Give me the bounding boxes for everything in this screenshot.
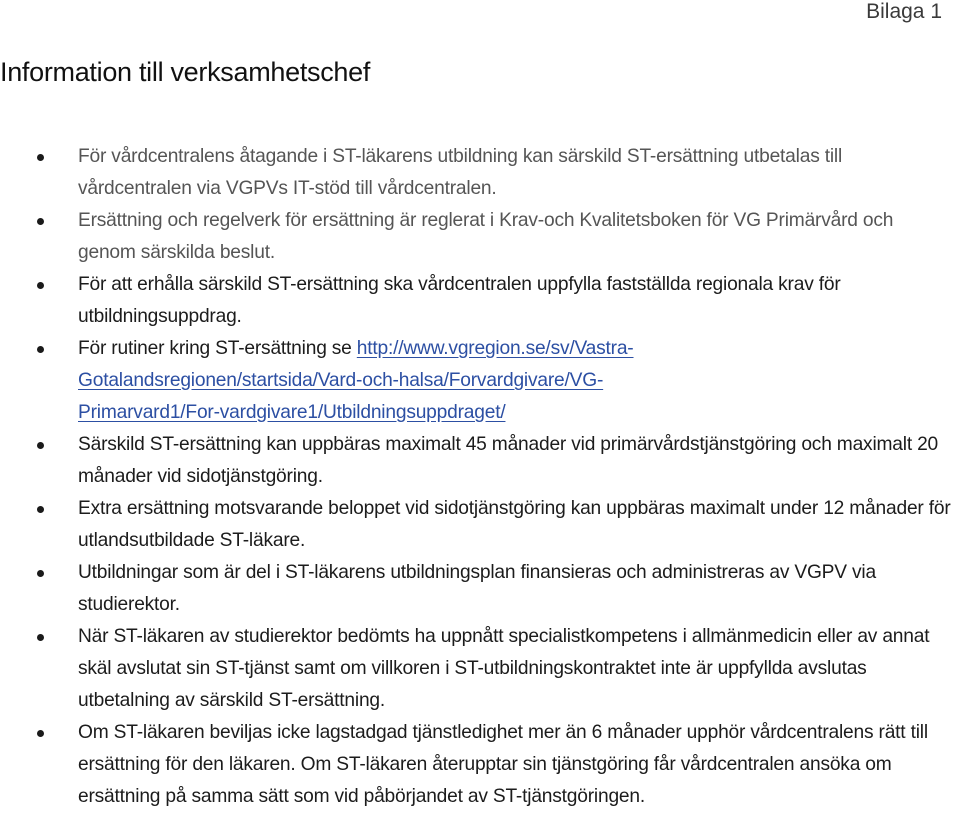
bullet-icon: [37, 282, 44, 289]
list-item-text: Särskild ST-ersättning kan uppbäras maximalt 45 månader vid primärvårdstjänstgöring och maximalt 20 månader vid sidotjänstgöring.: [78, 434, 939, 487]
list-item: [0, 557, 960, 621]
list-item-text: Om ST-läkaren beviljas icke lagstadgad tjänstledighet mer än 6 månader upphör vårdcentralens rätt till ersättning för den läkaren. Om ST-läkaren återupptar sin tjänstgöring får vårdcentralen ansöka om ersättning på samma sätt som vid påbörjandet av ST-tjänstgöringen.: [78, 722, 928, 807]
page-title: Information till verksamhetschef: [0, 57, 371, 87]
list-item-text: Extra ersättning motsvarande beloppet vid sidotjänstgöring kan uppbäras maximalt under 12 månader för utlandsutbildade ST-läkare.: [78, 498, 951, 551]
appendix-label: Bilaga 1: [866, 0, 942, 23]
bullet-icon: [37, 634, 44, 641]
bullet-icon: [37, 570, 44, 577]
list-item: [0, 621, 960, 717]
routines-link[interactable]: http://www.vgregion.se/sv/Vastra-: [356, 338, 634, 359]
list-item: [0, 429, 960, 493]
list-item: [0, 333, 960, 429]
list-item: [0, 269, 960, 333]
bullet-icon: [37, 442, 44, 449]
list-item-text: För rutiner kring ST-ersättning se: [78, 338, 357, 359]
bullet-icon: [37, 154, 44, 161]
bullet-icon: [37, 730, 44, 737]
list-item: [0, 717, 960, 813]
bullet-icon: [37, 506, 44, 513]
list-item: [0, 141, 960, 205]
routines-link[interactable]: Primarvard1/For-vardgivare1/Utbildningsuppdraget/: [78, 402, 506, 423]
bullet-icon: [37, 218, 44, 225]
list-item-text: Utbildningar som är del i ST-läkarens utbildningsplan finansieras och administreras av VGPV via studierektor.: [78, 562, 876, 615]
routines-link[interactable]: Gotalandsregionen/startsida/Vard-och-halsa/Forvardgivare/VG-: [78, 370, 604, 391]
list-item: [0, 205, 960, 269]
list-item-text: För att erhålla särskild ST-ersättning ska vårdcentralen uppfylla fastställda regionala krav för utbildningsuppdrag.: [78, 274, 841, 327]
list-item-text: För vårdcentralens åtagande i ST-läkarens utbildning kan särskild ST-ersättning utbetalas till vårdcentralen via VGPVs IT-stöd till vårdcentralen.: [78, 146, 843, 199]
list-item: [0, 493, 960, 557]
list-item-text: Ersättning och regelverk för ersättning är reglerat i Krav-och Kvalitetsboken för VG Primärvård och genom särskilda beslut.: [78, 210, 894, 263]
bullet-icon: [37, 346, 44, 353]
info-bullet-list: [0, 141, 960, 813]
list-item-text: När ST-läkaren av studierektor bedömts ha uppnått specialistkompetens i allmänmedicin eller av annat skäl avslutat sin ST-tjänst samt om villkoren i ST-utbildningskontraktet inte är uppfyllda avslutas utbetalning av särskild ST-ersättning.: [78, 626, 930, 711]
